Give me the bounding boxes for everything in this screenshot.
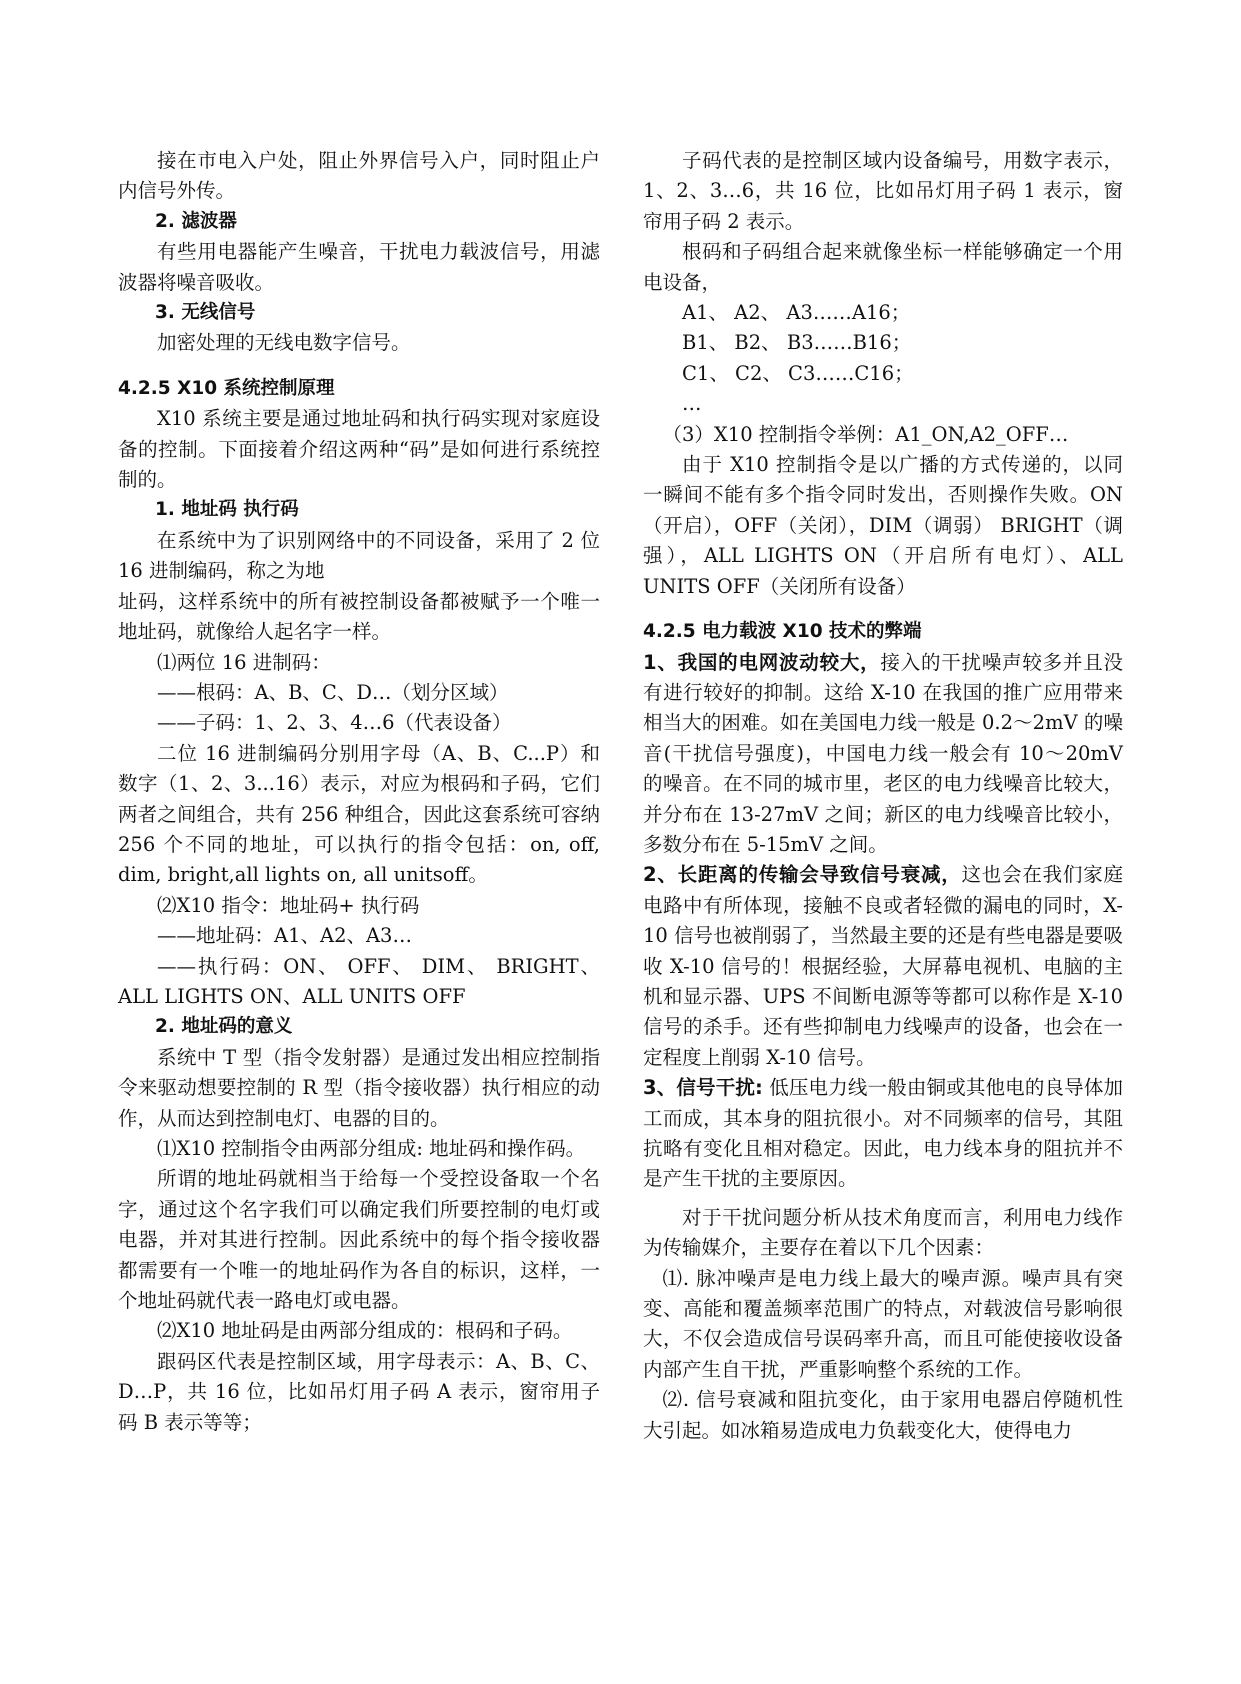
drawback-2 xyxy=(643,860,1123,1073)
heading-filter: 2. 滤波器 xyxy=(155,210,237,232)
section-title-drawbacks: 4.2.5 电力载波 X10 技术的弊端 xyxy=(643,621,922,643)
section-title-principle: 4.2.5 X10 系统控制原理 xyxy=(118,377,335,399)
list-two-hex: ⑴两位 16 进制码： xyxy=(157,650,331,674)
drawback-1-lead: 1、我国的电网波动较大， xyxy=(643,650,881,674)
paragraph-broadcast: 由于 X10 控制指令是以广播的方式传递的，以同一瞬间不能有多个指令同时发出，否则操作失败。ON（开启），OFF（关闭），DIM（调弱） BRIGHT（调强），ALL LIGHTS ON（开启所有电灯）、ALL UNITS OFF（关闭所有设备） xyxy=(643,453,1123,598)
factor-2: ⑵. 信号衰减和阻抗变化，由于家用电器启停随机性大引起。如冰箱易造成电力负载变化大，使得电力 xyxy=(643,1388,1123,1442)
list-b-codes: B1、 B2、 B3……B16； xyxy=(682,331,912,355)
drawback-3-lead: 3、信号干扰: xyxy=(643,1076,763,1100)
heading-address-code: 1. 地址码 执行码 xyxy=(155,499,299,521)
paragraph-meaning-2: 所谓的地址码就相当于给每一个受控设备取一个名字，通过这个名字我们可以确定我们所要控制的电灯或电器，并对其进行控制。因此系统中的每个指令接收器都需要有一个唯一的地址码作为各自的标识，这样，一个地址码就代表一路电灯或电器。 xyxy=(118,1167,600,1313)
list-command-address: ——地址码：A1、A2、A3… xyxy=(157,924,412,948)
drawback-2-lead: 2、长距离的传输会导致信号衰减， xyxy=(643,863,962,887)
list-x10-command: ⑵X10 指令：地址码+ 执行码 xyxy=(157,893,420,917)
paragraph-filter: 有些用电器能产生噪音，干扰电力载波信号，用滤波器将噪音吸收。 xyxy=(118,240,600,294)
paragraph-meaning: 系统中 T 型（指令发射器）是通过发出相应控制指令来驱动想要控制的 R 型（指令接收器）执行相应的动作，从而达到控制电灯、电器的目的。 xyxy=(118,1045,600,1130)
paragraph-meaning-3: ⑵X10 地址码是由两部分组成的：根码和子码。 xyxy=(157,1319,573,1343)
list-c-codes: C1、 C2、 C3……C16； xyxy=(682,361,914,385)
heading-address-meaning: 2. 地址码的意义 xyxy=(155,1016,293,1038)
drawback-3-text: 低压电力线一般由铜或其他电的良导体加工而成，其本身的阻抗很小。对不同频率的信号，其阻抗略有变化且相对稳定。因此，电力线本身的阻抗并不是产生干扰的主要原因。 xyxy=(643,1076,1123,1191)
right-column xyxy=(643,146,1123,1446)
list-sub-code: ——子码：1、2、3、4…6（代表设备） xyxy=(157,711,512,735)
left-column xyxy=(118,146,600,1438)
list-command-example: （3）X10 控制指令举例：A1_ON,A2_OFF… xyxy=(662,422,1069,446)
list-command-exec: ——执行码：ON、 OFF、 DIM、 BRIGHT、ALL LIGHTS ON、ALL UNITS OFF xyxy=(118,954,600,1008)
paragraph-address-b: 址码，这样系统中的所有被控制设备都被赋予一个唯一地址码，就像给人起名字一样。 xyxy=(118,589,600,644)
factor-1: ⑴. 脉冲噪声是电力线上最大的噪声源。噪声具有突变、高能和覆盖频率范围广的特点，对载波信号影响很大，不仅会造成信号误码率升高，而且可能使接收设备内部产生自干扰，严重影响整个系统的工作。 xyxy=(643,1266,1123,1381)
heading-wireless: 3. 无线信号 xyxy=(155,302,256,324)
list-root-code: ——根码：A、B、C、D…（划分区域） xyxy=(157,680,509,704)
drawback-2-text: 这也会在我们家庭电路中有所体现，接触不良或者轻微的漏电的同时，X-10 信号也被削弱了，当然最主要的还是有些电器是要吸收 X-10 信号的！根据经验，大屏幕电视机、电脑的主机和显示器、UPS 不间断电源等等都可以称作是 X-10 信号的杀手。还有些抑制电力线噪声的设备，也会在一定程度上削弱 X-10 信号。 xyxy=(643,863,1123,1069)
paragraph-analysis: 对于干扰问题分析从技术角度而言，利用电力线作为传输媒介，主要存在着以下几个因素： xyxy=(643,1205,1123,1260)
list-ellipsis: … xyxy=(682,392,702,416)
drawback-1 xyxy=(643,648,1123,861)
drawback-3 xyxy=(643,1073,1123,1195)
paragraph-signal-block: 接在市电入户处，阻止外界信号入户，同时阻止户内信号外传。 xyxy=(118,149,600,203)
paragraph-sub-code: 子码代表的是控制区域内设备编号，用数字表示，1、2、3…6，共 16 位，比如吊灯用子码 1 表示，窗帘用子码 2 表示。 xyxy=(643,149,1123,233)
paragraph-combination: 根码和子码组合起来就像坐标一样能够确定一个用电设备， xyxy=(643,240,1123,294)
paragraph-wireless: 加密处理的无线电数字信号。 xyxy=(157,331,411,355)
paragraph-meaning-1: ⑴X10 控制指令由两部分组成: 地址码和操作码。 xyxy=(157,1137,586,1160)
drawback-1-text: 接入的干扰噪声较多并且没有进行较好的抑制。这给 X-10 在我国的推广应用带来相当大的困难。如在美国电力线一般是 0.2～2mV 的噪音(干扰信号强度)，中国电力线一般会有 10～20mV 的噪音。在不同的城市里，老区的电力线噪音比较大，并分布在 13-27mV 之间；新区的电力线噪音比较小，多数分布在 5-15mV 之间。 xyxy=(643,650,1123,856)
paragraph-address-a: 在系统中为了识别网络中的不同设备，采用了 2 位 16 进制编码，称之为地 xyxy=(118,528,600,583)
paragraph-hex-encoding: 二位 16 进制编码分别用字母（A、B、C...P）和数字（1、2、3...16）表示，对应为根码和子码，它们两者之间组合，共有 256 种组合，因此这套系统可容纳 256 个不同的地址，可以执行的指令包括：on, off, dim, bright,all lights on, all unitsoff。 xyxy=(118,741,600,887)
list-a-codes: A1、 A2、 A3……A16； xyxy=(682,301,911,325)
paragraph-principle: X10 系统主要是通过地址码和执行码实现对家庭设备的控制。下面接着介绍这两种“码”是如何进行系统控制的。 xyxy=(118,407,600,492)
paragraph-meaning-4: 跟码区代表是控制区域，用字母表示：A、B、C、D…P，共 16 位，比如吊灯用子码 A 表示，窗帘用子码 B 表示等等； xyxy=(118,1349,600,1434)
